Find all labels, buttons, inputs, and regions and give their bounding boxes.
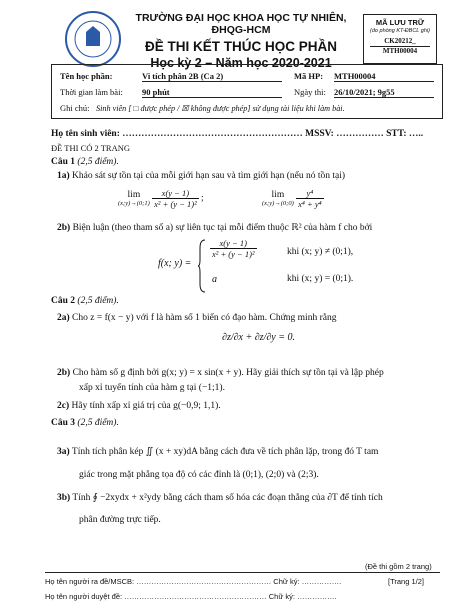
- question-3b-text-2: phân đường trực tiếp.: [79, 515, 161, 525]
- university-name: TRƯỜNG ĐẠI HỌC KHOA HỌC TỰ NHIÊN, ĐHQG-HCM: [135, 12, 347, 36]
- exam-date-label: Ngày thi:: [294, 87, 326, 97]
- storage-code-1: CK20212_: [384, 37, 416, 45]
- limit-1-sub: (x;y)→(0;1): [118, 200, 150, 207]
- student-name-line: Họ tên sinh viên: ………………………………………………… MSSV: …………… STT: …..: [51, 129, 424, 139]
- question-2c-label: 2c): [57, 401, 70, 411]
- piecewise-case-1: [210, 238, 257, 259]
- limit-2: lim (x;y)→(0;0) $\frac{\text{y⁴}}{\text{x⁴ + y⁴}}$: [262, 188, 322, 209]
- question-1-points: (2,5 điểm).: [77, 157, 119, 167]
- storage-title: MÃ LƯU TRỮ: [375, 18, 425, 27]
- question-2c-text: Hãy tính xấp xỉ giá trị của g(−0,9; 1,1).: [71, 401, 221, 411]
- question-3-title: Câu 3: [51, 418, 76, 428]
- question-1-heading: [51, 157, 119, 167]
- question-2-points: (2,5 điểm).: [77, 296, 119, 306]
- course-code-label: Mã HP:: [294, 71, 324, 81]
- question-1a-text: Khảo sát sự tồn tại của mỗi giới hạn sau và tìm giới hạn (nếu nó tồn tại): [72, 171, 346, 181]
- question-3-heading: [51, 418, 119, 428]
- footer-page-number: [Trang 1/2]: [388, 577, 424, 586]
- piecewise-lhs: f(x; y) =: [158, 258, 192, 269]
- limit-1-denominator: x² + (y − 1)²: [154, 199, 197, 209]
- question-2a: [57, 313, 336, 323]
- footer-reviewer-line: Họ tên người duyệt đề: ………………………………………………… Chữ ký: …………….: [45, 592, 337, 601]
- exam-date-value: 26/10/2021; 9g55: [334, 87, 434, 98]
- footer-divider: [45, 572, 440, 573]
- exam-info-box: [51, 64, 443, 119]
- piece-1-numerator: x(y − 1): [210, 238, 257, 249]
- question-1b-text: Biện luận (theo tham số a) sự liên tục tại mỗi điểm thuộc ℝ² của hàm f cho bởi: [72, 223, 373, 233]
- question-2a-label: 2a): [57, 313, 70, 323]
- course-code-value: MTH00004: [334, 71, 434, 82]
- question-2a-text: Cho z = f(x − y) với f là hàm số 1 biến có đạo hàm. Chứng minh rằng: [72, 313, 337, 323]
- duration-label: Thời gian làm bài:: [60, 87, 123, 97]
- question-3a-label: 3a): [57, 447, 70, 457]
- note-text: Sinh viên [ □ được phép / ☒ không được phép] sử dụng tài liệu khi làm bài.: [96, 104, 345, 113]
- limit-1-numerator: x(y − 1): [152, 188, 199, 199]
- storage-code-box: [363, 14, 437, 64]
- exam-term: Học kỳ 2 – Năm học 2020-2021: [150, 56, 332, 70]
- question-2b-label: 2b): [57, 368, 71, 378]
- storage-code-2: MTH00004: [370, 46, 430, 55]
- question-3a-text-2: giác trong mặt phẳng tọa độ có các đỉnh là (0;1), (2;0) và (2;3).: [79, 470, 319, 480]
- question-1a-label: 1a): [57, 171, 70, 181]
- piece-2-condition: khi (x; y) = (0;1).: [287, 274, 354, 284]
- question-1-title: Câu 1: [51, 157, 76, 167]
- question-2-title: Câu 2: [51, 296, 76, 306]
- university-logo: [64, 10, 122, 68]
- footer-pages-note: (Đề thi gồm 2 trang): [365, 562, 432, 571]
- limit-1: lim (x;y)→(0;1) $\frac{x(y - 1)}{\text{x² + (y − 1)²}}$ ;: [118, 188, 204, 209]
- question-3-points: (2,5 điểm).: [77, 418, 119, 428]
- piecewise-brace: [197, 238, 207, 294]
- storage-note: (do phòng KT-ĐBCL ghi): [370, 28, 430, 34]
- question-2b-text-1: Cho hàm số g định bởi g(x; y) = x sin(x + y). Hãy giải thích sự tồn tại và lập phép: [72, 368, 384, 378]
- question-1b: [57, 222, 372, 233]
- duration-value: 90 phút: [142, 87, 282, 98]
- limit-2-denominator: x⁴ + y⁴: [298, 199, 322, 209]
- question-2c: [57, 401, 221, 411]
- question-1a: [57, 171, 345, 181]
- question-2b-text-2: xấp xỉ tuyến tính của hàm g tại (−1;1).: [79, 383, 225, 393]
- piece-2-value: a: [212, 274, 217, 285]
- course-value: Vi tích phân 2B (Ca 2): [142, 71, 282, 82]
- footer-setter-line: Họ tên người ra đề/MSCB: ……………………………………………… Chữ ký: …………….: [45, 577, 342, 586]
- question-3a-text-1: Tính tích phân kép ∬ (x + xy)dA bằng cách đưa về tích phân lặp, trong đó T tam: [71, 447, 379, 457]
- course-label: Tên học phần:: [60, 71, 113, 81]
- question-3b-label: 3b): [57, 493, 71, 503]
- piece-1-condition: khi (x; y) ≠ (0;1),: [287, 247, 354, 257]
- piece-1-denominator: x² + (y − 1)²: [212, 249, 255, 259]
- question-3b-text-1: Tính ∮ −2xydx + x²ydy bằng cách tham số hóa các đoạn thẳng của ∂T để tính tích: [72, 493, 383, 503]
- question-2b: [57, 368, 384, 378]
- limit-2-sub: (x;y)→(0;0): [262, 200, 294, 207]
- note-label: Ghi chú:: [60, 103, 90, 113]
- pages-note: ĐỀ THI CÓ 2 TRANG: [51, 143, 131, 153]
- question-2a-equation: ∂z/∂x + ∂z/∂y = 0.: [222, 332, 295, 343]
- question-2-heading: [51, 296, 119, 306]
- question-3b: [57, 492, 383, 503]
- question-3a: [57, 446, 378, 457]
- exam-header: [126, 12, 356, 70]
- question-1b-label: 2b): [57, 223, 71, 233]
- exam-title: ĐỀ THI KẾT THÚC HỌC PHẦN: [145, 39, 337, 54]
- limit-2-numerator: y⁴: [296, 188, 323, 199]
